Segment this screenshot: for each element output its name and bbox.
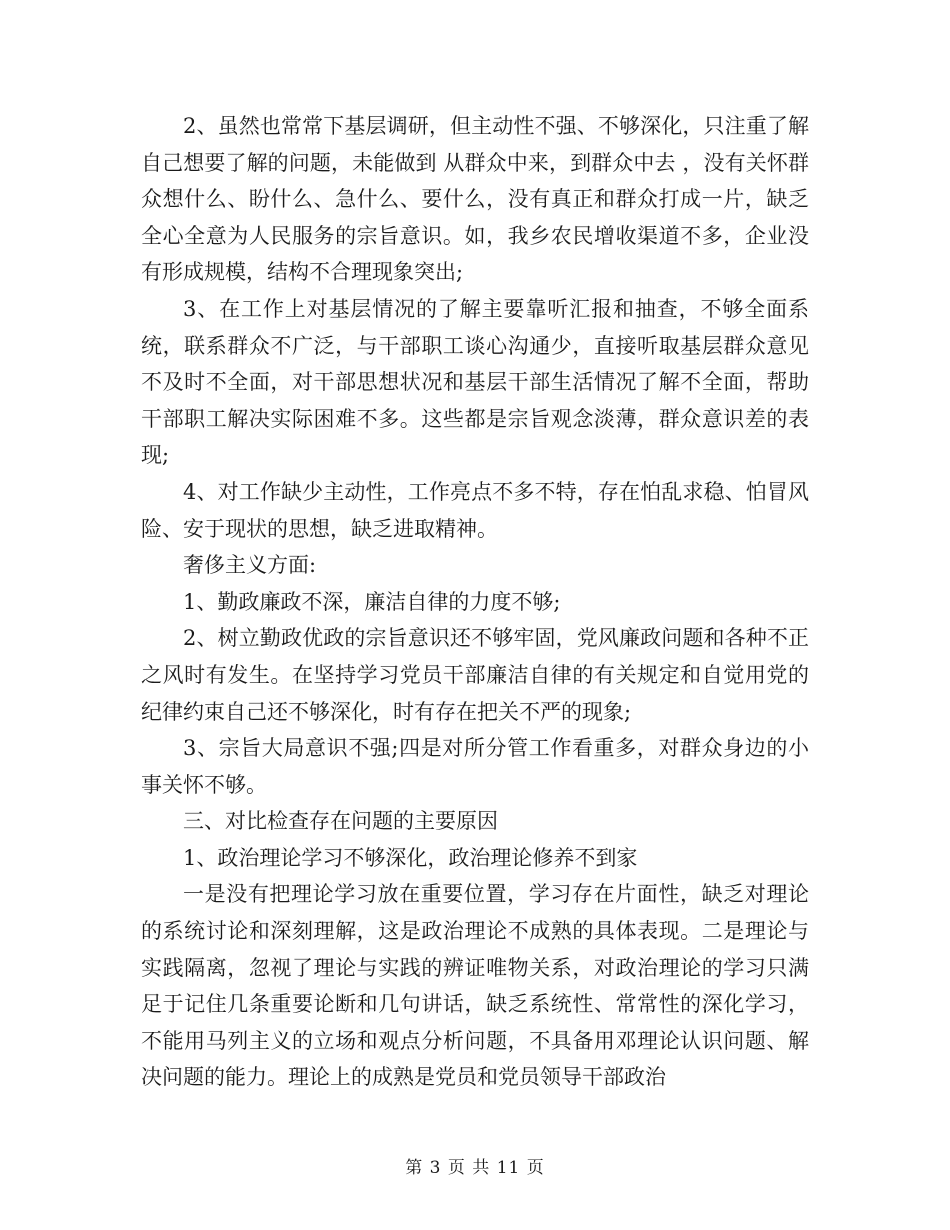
section-heading-extravagance: 奢侈主义方面: bbox=[183, 553, 317, 578]
paragraph-extravagance-2: 2、树立勤政优政的宗旨意识还不够牢固，党风廉政问题和各种不正之风时有发生。在坚持学习党员干部廉洁自律的有关规定和自觉用党的纪律约束自己还不够深化，时有存在把关不严的现象; bbox=[141, 626, 809, 724]
subheading-political-theory: 1、政治理论学习不够深化，政治理论修养不到家 bbox=[183, 845, 638, 870]
section-heading-main-causes: 三、对比检查存在问题的主要原因 bbox=[183, 809, 498, 834]
paragraph-item-4: 4、对工作缺少主动性，工作亮点不多不特，存在怕乱求稳、怕冒风险、安于现状的思想，缺乏进取精神。 bbox=[141, 479, 809, 541]
page-number-label: 第 3 页 共 11 页 bbox=[405, 1158, 545, 1178]
document-body bbox=[141, 108, 809, 1096]
paragraph-item-2: 2、虽然也常常下基层调研，但主动性不强、不够深化，只注重了解自己想要了解的问题，未能做到 从群众中来，到群众中去 ，没有关怀群众想什么、盼什么、急什么、要什么，没有真正和群众打成一片，缺乏全心全意为人民服务的宗旨意识。如，我乡农民增收渠道不多，企业没有形成规模，结构不合理现象突出; bbox=[141, 114, 809, 285]
paragraph-political-theory: 一是没有把理论学习放在重要位置，学习存在片面性，缺乏对理论的系统讨论和深刻理解，这是政治理论不成熟的具体表现。二是理论与实践隔离，忽视了理论与实践的辨证唯物关系，对政治理论的学习只满足于记住几条重要论断和几句讲话，缺乏系统性、常常性的深化学习，不能用马列主义的立场和观点分析问题，不具备用邓理论认识问题、解决问题的能力。理论上的成熟是党员和党员领导干部政治 bbox=[141, 882, 809, 1090]
paragraph-extravagance-3: 3、宗旨大局意识不强;四是对所分管工作看重多，对群众身边的小事关怀不够。 bbox=[141, 736, 809, 797]
paragraph-extravagance-1: 1、勤政廉政不深，廉洁自律的力度不够; bbox=[183, 589, 561, 614]
paragraph-item-3: 3、在工作上对基层情况的了解主要靠听汇报和抽查，不够全面系统，联系群众不广泛，与干部职工谈心沟通少，直接听取基层群众意见不及时不全面，对干部思想状况和基层干部生活情况了解不全面，帮助干部职工解决实际困难不多。这些都是宗旨观念淡薄，群众意识差的表现; bbox=[141, 296, 809, 468]
page-footer bbox=[0, 1153, 950, 1178]
